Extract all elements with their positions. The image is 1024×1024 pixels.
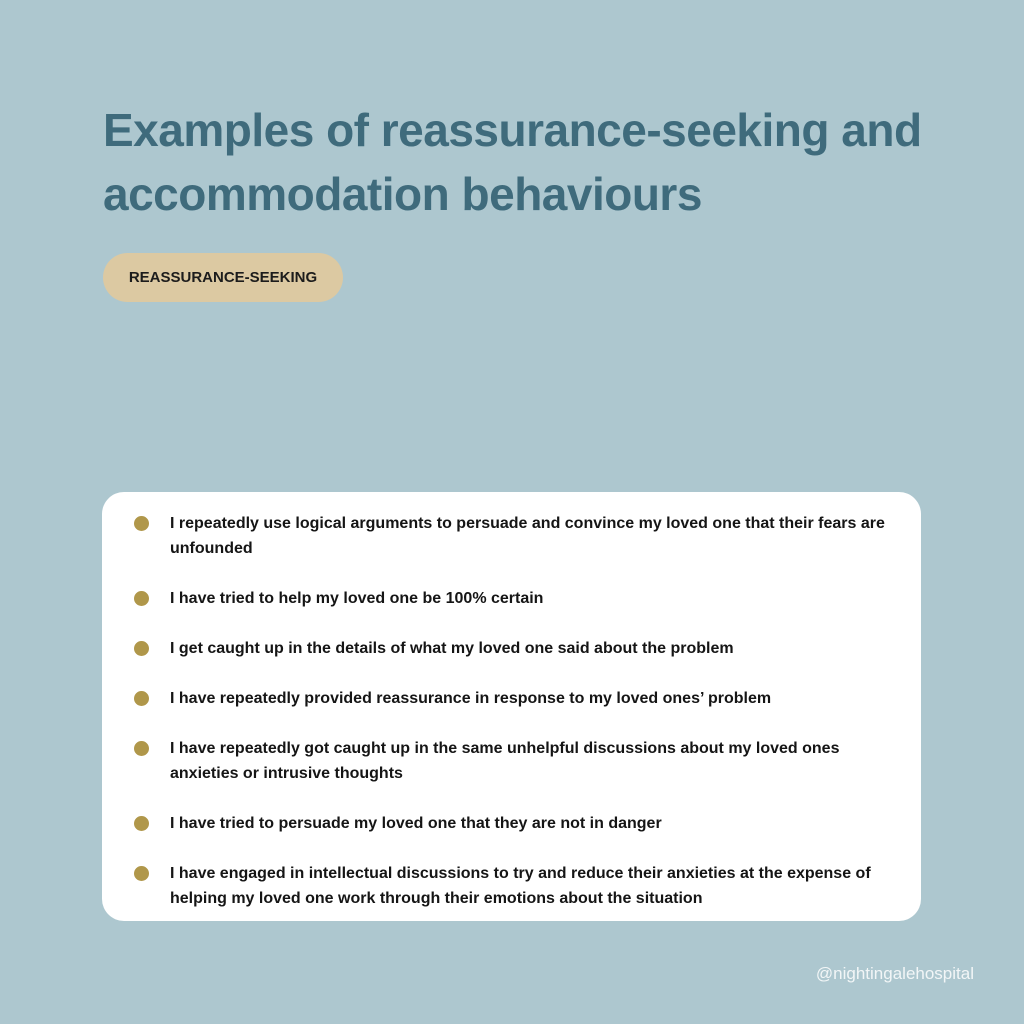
bullet-dot-icon xyxy=(134,816,149,831)
list-item xyxy=(134,636,905,661)
category-tag: REASSURANCE-SEEKING xyxy=(103,253,343,302)
title-line-2: accommodation behaviours xyxy=(103,168,702,220)
page-title xyxy=(103,98,943,226)
list-item-text: I repeatedly use logical arguments to persuade and convince my loved one that their fears are unfounded xyxy=(170,515,885,557)
bullet-dot-icon xyxy=(134,516,149,531)
list-item-text: I have tried to persuade my loved one that they are not in danger xyxy=(170,815,662,832)
list-item xyxy=(134,511,905,561)
list-item-text: I have engaged in intellectual discussions to try and reduce their anxieties at the expense of helping my loved one work through their emotions about the situation xyxy=(170,865,871,907)
examples-card xyxy=(102,492,921,921)
bullet-dot-icon xyxy=(134,641,149,656)
list-item xyxy=(134,811,905,836)
list-item xyxy=(134,686,905,711)
list-item xyxy=(134,861,905,911)
bullet-dot-icon xyxy=(134,591,149,606)
list-item-text: I get caught up in the details of what my loved one said about the problem xyxy=(170,640,734,657)
title-line-1: Examples of reassurance-seeking and xyxy=(103,104,922,156)
list-item-text: I have repeatedly provided reassurance in response to my loved ones’ problem xyxy=(170,690,772,707)
list-item xyxy=(134,586,905,611)
bullet-dot-icon xyxy=(134,741,149,756)
social-handle: @nightingalehospital xyxy=(815,964,974,983)
list-item-text: I have tried to help my loved one be 100% certain xyxy=(170,590,544,607)
list-item-text: I have repeatedly got caught up in the same unhelpful discussions about my loved ones anxieties or intrusive thoughts xyxy=(170,740,840,782)
bullet-dot-icon xyxy=(134,691,149,706)
list-item xyxy=(134,736,905,786)
bullet-dot-icon xyxy=(134,866,149,881)
examples-list xyxy=(134,511,905,911)
